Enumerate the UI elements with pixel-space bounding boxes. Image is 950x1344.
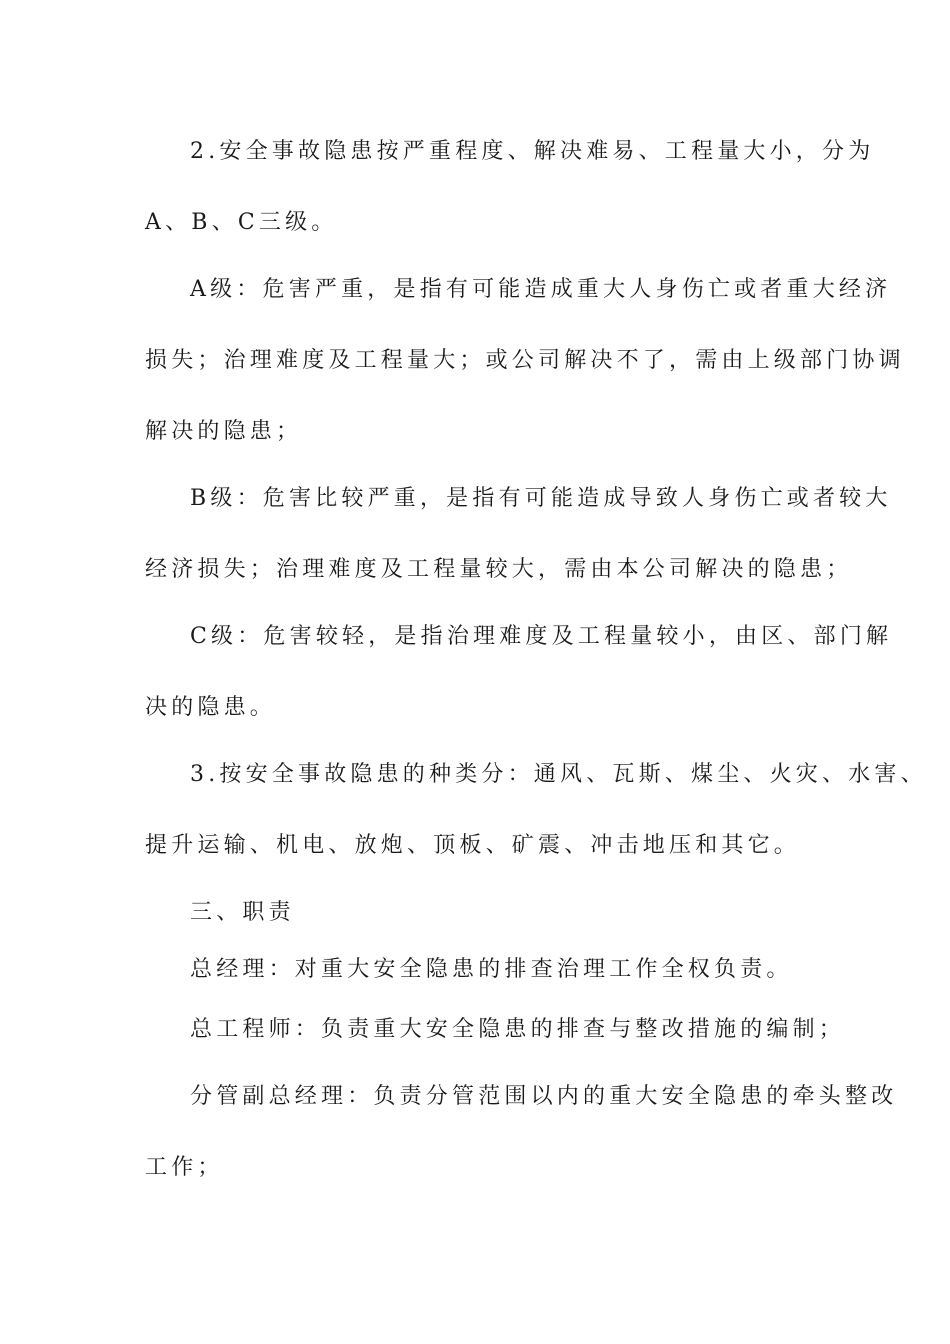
paragraph-level-c-line-1: C级：危害较轻，是指治理难度及工程量较小，由区、部门解 <box>190 624 893 649</box>
paragraph-level-a-line-3: 解决的隐患； <box>145 419 303 444</box>
paragraph-hazard-types-line-1: 3.按安全事故隐患的种类分：通风、瓦斯、煤尘、火灾、水害、 <box>190 762 927 787</box>
paragraph-level-b-line-1: B级：危害比较严重，是指有可能造成导致人身伤亡或者较大 <box>190 486 892 511</box>
paragraph-hazard-types-line-2: 提升运输、机电、放炮、顶板、矿震、冲击地压和其它。 <box>145 833 801 858</box>
paragraph-chief-engineer: 总工程师：负责重大安全隐患的排查与整改措施的编制； <box>190 1017 846 1042</box>
paragraph-hazard-classification-line-1: 2.安全事故隐患按严重程度、解决难易、工程量大小，分为 <box>190 139 875 164</box>
paragraph-hazard-classification-line-2: A、B、C三级。 <box>145 210 338 235</box>
paragraph-level-b-line-2: 经济损失；治理难度及工程量较大，需由本公司解决的隐患； <box>145 557 853 582</box>
paragraph-deputy-manager-line-2: 工作； <box>145 1155 224 1180</box>
section-heading-responsibilities: 三、职责 <box>190 900 295 925</box>
paragraph-level-c-line-2: 决的隐患。 <box>145 695 277 720</box>
paragraph-level-a-line-1: A级：危害严重，是指有可能造成重大人身伤亡或者重大经济 <box>190 277 892 302</box>
paragraph-general-manager: 总经理：对重大安全隐患的排查治理工作全权负责。 <box>190 957 793 982</box>
paragraph-level-a-line-2: 损失；治理难度及工程量大；或公司解决不了，需由上级部门协调 <box>145 348 905 373</box>
paragraph-deputy-manager-line-1: 分管副总经理：负责分管范围以内的重大安全隐患的牵头整改 <box>190 1084 898 1109</box>
